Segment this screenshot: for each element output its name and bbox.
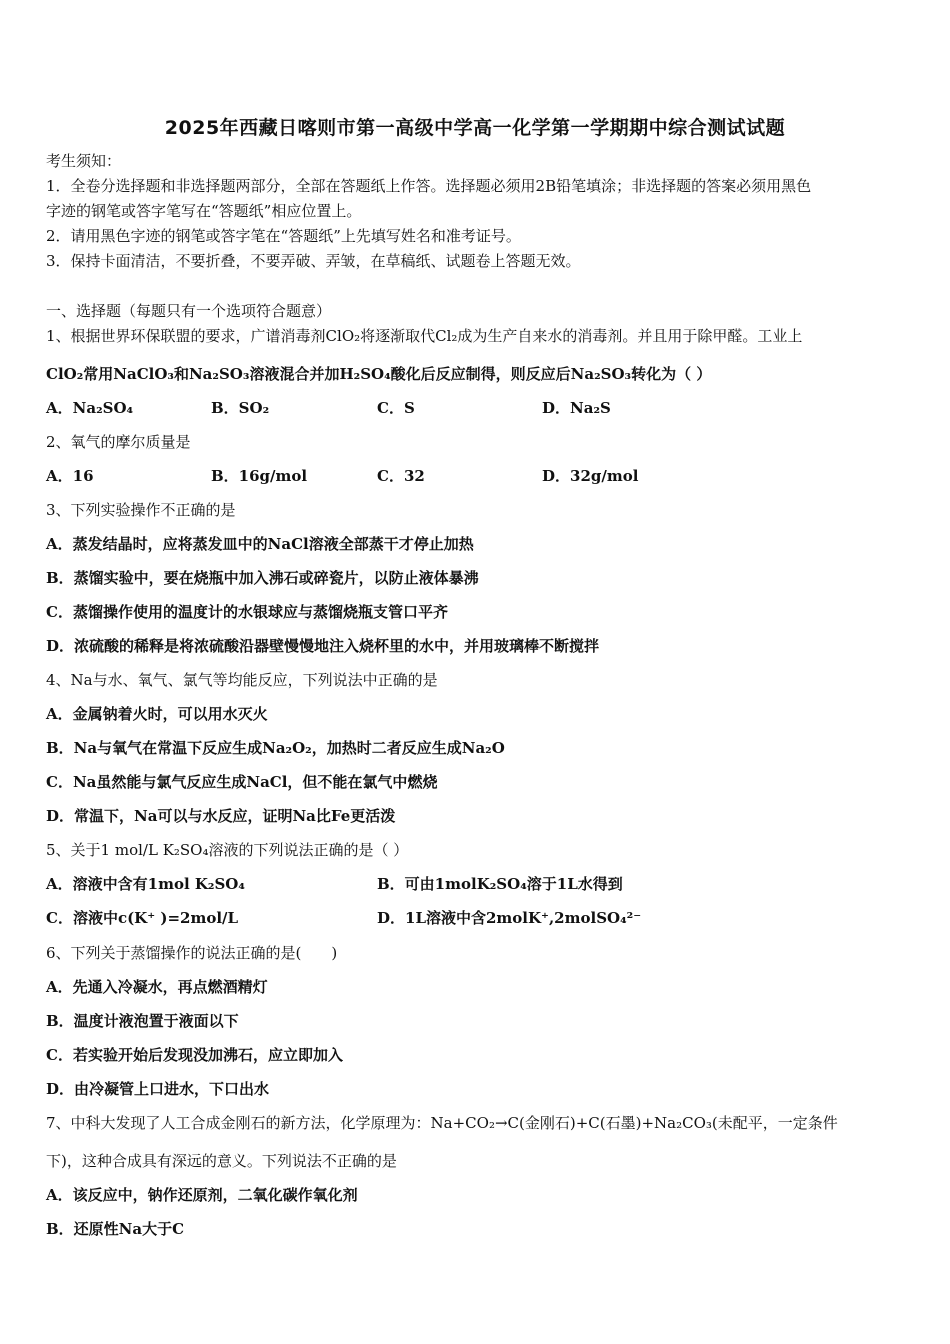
notice-item: 3．保持卡面清洁，不要折叠，不要弄破、弄皱，在草稿纸、试题卷上答题无效。	[46, 252, 581, 270]
notice-item: 2．请用黑色字迹的钢笔或答字笔在“答题纸”上先填写姓名和准考证号。	[46, 227, 521, 245]
notice-item: 字迹的钢笔或答字笔写在“答题纸”相应位置上。	[46, 202, 362, 220]
question-7-stem: 7、中科大发现了人工合成金刚石的新方法，化学原理为：Na+CO₂→C(金刚石)+C(石墨)+Na₂CO₃(未配平，一定条件	[46, 1114, 838, 1132]
q1-option-c[interactable]: C．S	[377, 399, 415, 417]
q6-option-d[interactable]: D．由冷凝管上口进水，下口出水	[46, 1080, 270, 1098]
q2-option-a[interactable]: A．16	[46, 467, 94, 485]
q4-option-a[interactable]: A．金属钠着火时，可以用水灭火	[46, 705, 268, 723]
q6-option-b[interactable]: B．温度计液泡置于液面以下	[46, 1012, 239, 1030]
q2-option-b[interactable]: B．16g/mol	[211, 467, 308, 485]
q4-option-d[interactable]: D．常温下，Na可以与水反应，证明Na比Fe更活泼	[46, 807, 396, 825]
q2-option-c[interactable]: C．32	[377, 467, 425, 485]
q5-option-b[interactable]: B．可由1molK₂SO₄溶于1L水得到	[377, 875, 623, 893]
question-1-stem: 1、根据世界环保联盟的要求，广谱消毒剂ClO₂将逐渐取代Cl₂成为生产自来水的消毒剂。并且用于除甲醛。工业上	[46, 327, 803, 345]
q5-option-c[interactable]: C．溶液中c(K⁺ )=2mol/L	[46, 909, 239, 927]
q4-option-b[interactable]: B．Na与氧气在常温下反应生成Na₂O₂，加热时二者反应生成Na₂O	[46, 739, 505, 757]
q5-option-a[interactable]: A．溶液中含有1mol K₂SO₄	[46, 875, 245, 893]
question-7-stem-cont: 下)，这种合成具有深远的意义。下列说法不正确的是	[46, 1152, 397, 1170]
notice-heading: 考生须知：	[46, 152, 122, 170]
q3-option-d[interactable]: D．浓硫酸的稀释是将浓硫酸沿器壁慢慢地注入烧杯里的水中，并用玻璃棒不断搅拌	[46, 637, 600, 655]
q1-option-d[interactable]: D．Na₂S	[542, 399, 611, 417]
q4-option-c[interactable]: C．Na虽然能与氯气反应生成NaCl，但不能在氯气中燃烧	[46, 773, 438, 791]
question-1-stem-cont: ClO₂常用NaClO₃和Na₂SO₃溶液混合并加H₂SO₄酸化后反应制得，则反应后Na₂SO₃转化为（ ）	[46, 365, 712, 383]
q1-option-b[interactable]: B．SO₂	[211, 399, 270, 417]
q1-option-a[interactable]: A．Na₂SO₄	[46, 399, 134, 417]
q7-option-a[interactable]: A．该反应中，钠作还原剂，二氧化碳作氧化剂	[46, 1186, 358, 1204]
question-6-stem: 6、下列关于蒸馏操作的说法正确的是( )	[46, 944, 338, 962]
question-4-stem: 4、Na与水、氧气、氯气等均能反应，下列说法中正确的是	[46, 671, 438, 689]
q3-option-a[interactable]: A．蒸发结晶时，应将蒸发皿中的NaCl溶液全部蒸干才停止加热	[46, 535, 474, 553]
question-2-stem: 2、氧气的摩尔质量是	[46, 433, 191, 451]
question-3-stem: 3、下列实验操作不正确的是	[46, 501, 236, 519]
q2-option-d[interactable]: D．32g/mol	[542, 467, 639, 485]
page-title: 2025年西藏日喀则市第一高级中学高一化学第一学期期中综合测试试题	[164, 117, 786, 139]
q7-option-b[interactable]: B．还原性Na大于C	[46, 1220, 185, 1238]
q3-option-b[interactable]: B．蒸馏实验中，要在烧瓶中加入沸石或碎瓷片，以防止液体暴沸	[46, 569, 479, 587]
q3-option-c[interactable]: C．蒸馏操作使用的温度计的水银球应与蒸馏烧瓶支管口平齐	[46, 603, 448, 621]
q6-option-c[interactable]: C．若实验开始后发现没加沸石，应立即加入	[46, 1046, 343, 1064]
question-5-stem: 5、关于1 mol/L K₂SO₄溶液的下列说法正确的是（ ）	[46, 841, 409, 859]
notice-item: 1．全卷分选择题和非选择题两部分，全部在答题纸上作答。选择题必须用2B铅笔填涂；非选择题的答案必须用黑色	[46, 177, 812, 195]
section-heading: 一、选择题（每题只有一个选项符合题意）	[46, 302, 332, 320]
q6-option-a[interactable]: A．先通入冷凝水，再点燃酒精灯	[46, 978, 268, 996]
q5-option-d[interactable]: D．1L溶液中含2molK⁺,2molSO₄²⁻	[377, 909, 642, 927]
